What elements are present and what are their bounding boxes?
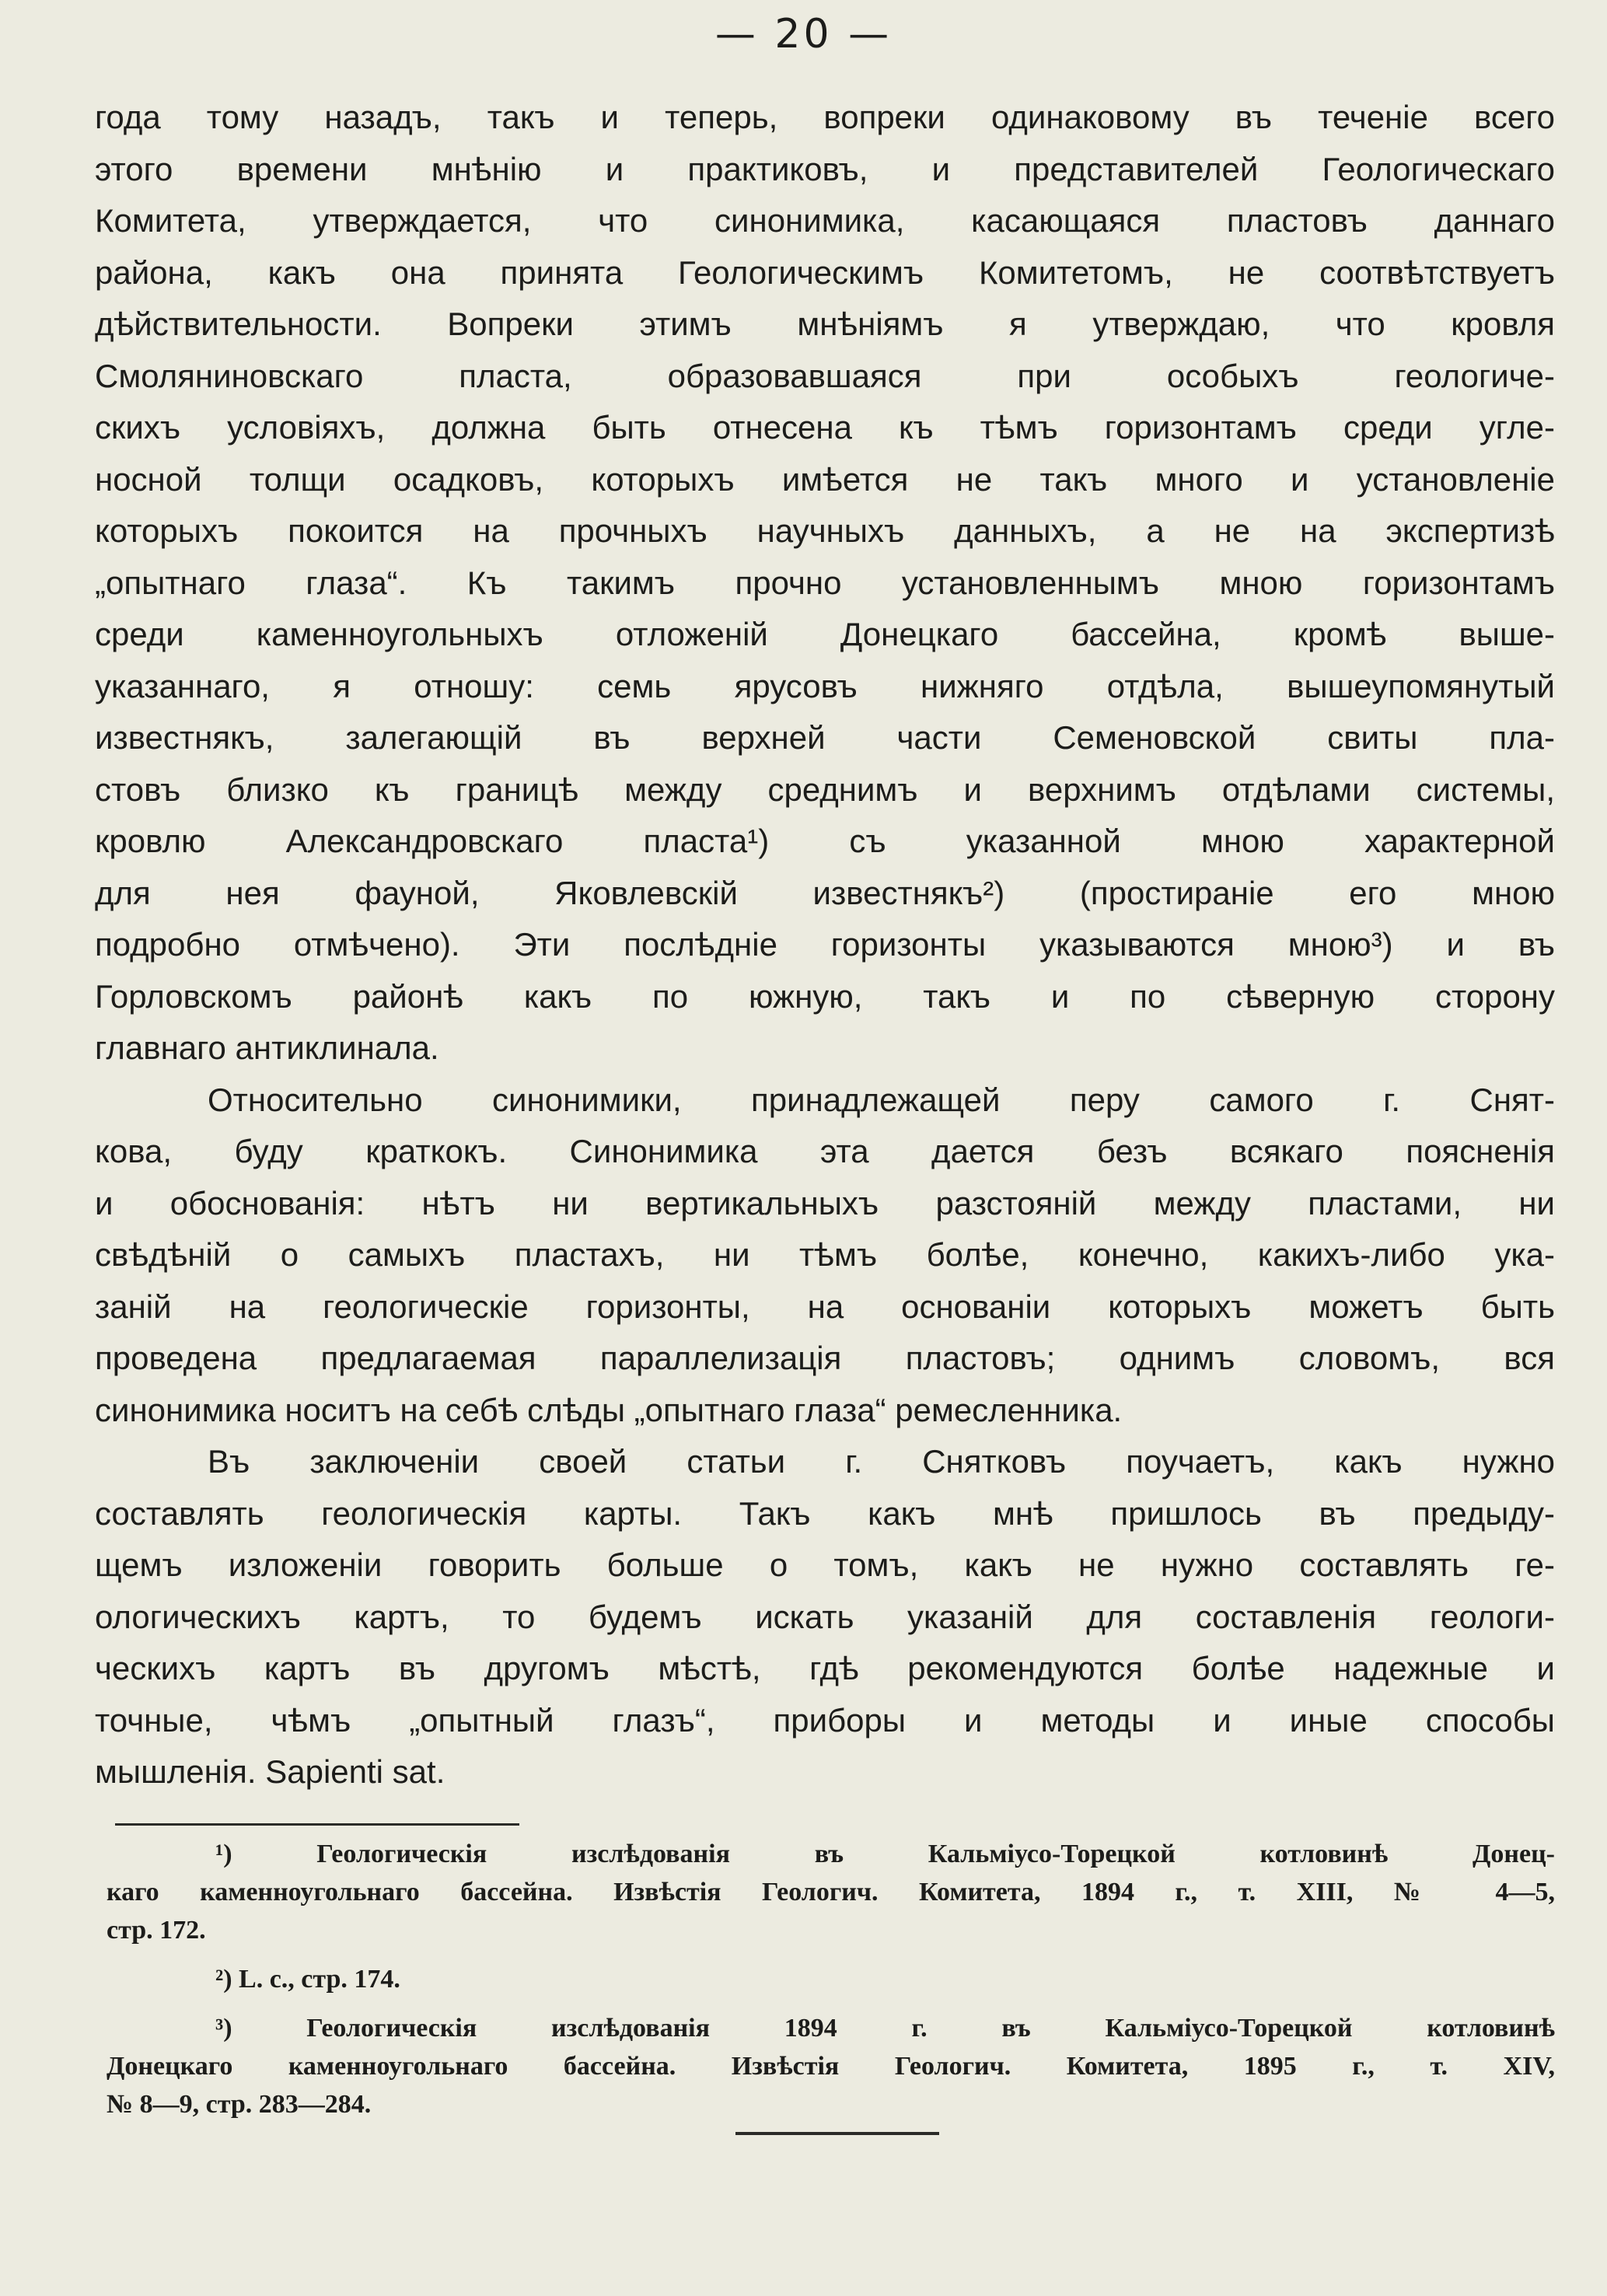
footnote-line: ¹) Геологическія изслѣдованія въ Кальміусо-Торецкой котловинѣ Донец- [215, 1840, 1555, 1868]
text-line: заній на геологическіе горизонты, на основаніи которыхъ можетъ быть [95, 1288, 1555, 1325]
text-line: носной толщи осадковъ, которыхъ имѣется не такъ много и установленіе [95, 460, 1555, 498]
text-line: кровлю Александровскаго пласта¹) съ указанной мною характерной [95, 823, 1555, 859]
text-line: стовъ близко къ границѣ между среднимъ и верхнимъ отдѣлами системы, [95, 771, 1555, 808]
text-line: проведена предлагаемая параллелизація пластовъ; однимъ словомъ, вся [95, 1340, 1555, 1376]
footnote-line: Донецкаго каменноугольнаго бассейна. Извѣстія Геологич. Комитета, 1895 г., т. XIV, [107, 2052, 1555, 2081]
text-line: главнаго антиклинала. [95, 1029, 439, 1066]
footnote-separator [115, 1823, 519, 1826]
text-line: „опытнаго глаза“. Къ такимъ прочно установленнымъ мною горизонтамъ [95, 564, 1555, 601]
body-text [95, 92, 1555, 1798]
text-line: свѣдѣній о самыхъ пластахъ, ни тѣмъ болѣе, конечно, какихъ-либо ука- [95, 1236, 1555, 1273]
text-line: дѣйствительности. Вопреки этимъ мнѣніямъ я утверждаю, что кровля [95, 306, 1555, 342]
text-line: Въ заключеніи своей статьи г. Снятковъ поучаетъ, какъ нужно [208, 1443, 1555, 1480]
footnote-line: № 8—9, стр. 283—284. [107, 2090, 372, 2119]
text-line: Комитета, утверждается, что синонимика, касающаяся пластовъ даннаго [95, 202, 1555, 239]
text-line: для нея фауной, Яковлевскій известнякъ²) (простираніе его мною [95, 874, 1555, 911]
text-line: кова, буду краткокъ. Синонимика эта дается безъ всякаго поясненія [95, 1133, 1555, 1169]
text-line: Горловскомъ районѣ какъ по южную, такъ и по сѣверную сторону [95, 977, 1555, 1015]
text-line: Смоляниновскаго пласта, образовавшаяся при особыхъ геологиче- [95, 357, 1555, 394]
text-line: ологическихъ картъ, то будемъ искать указаній для составленія геологи- [95, 1598, 1555, 1635]
text-line: составлять геологическія карты. Такъ какъ мнѣ пришлось въ предыду- [95, 1494, 1555, 1532]
footnote-line: каго каменноугольнаго бассейна. Извѣстія Геологич. Комитета, 1894 г., т. XIII, № 4—5, [107, 1878, 1555, 1906]
text-line: щемъ изложеніи говорить больше о томъ, какъ не нужно составлять ге- [95, 1546, 1555, 1583]
text-line: района, какъ она принята Геологическимъ Комитетомъ, не соотвѣтствуетъ [95, 253, 1555, 291]
text-line: Относительно синонимики, принадлежащей перу самого г. Снят- [208, 1081, 1555, 1118]
text-line: скихъ условіяхъ, должна быть отнесена къ тѣмъ горизонтамъ среди угле- [95, 409, 1555, 446]
text-line: подробно отмѣчено). Эти послѣдніе горизонты указываются мною³) и въ [95, 926, 1555, 963]
text-line: года тому назадъ, такъ и теперь, вопреки одинаковому въ теченіе всего [95, 99, 1555, 135]
text-line: указаннаго, я отношу: семь ярусовъ нижняго отдѣла, вышеупомянутый [95, 667, 1555, 704]
text-line: известнякъ, залегающій въ верхней части Семеновской свиты пла- [95, 719, 1555, 756]
text-line: и обоснованія: нѣтъ ни вертикальныхъ разстояній между пластами, ни [95, 1184, 1555, 1221]
text-line: ческихъ картъ въ другомъ мѣстѣ, гдѣ рекомендуются болѣе надежные и [95, 1650, 1555, 1686]
footnote-line: стр. 172. [107, 1916, 206, 1945]
text-line: мышленія. Sapienti sat. [95, 1753, 445, 1790]
page-number: — 20 — [714, 11, 893, 58]
text-line: этого времени мнѣнію и практиковъ, и представителей Геологическаго [95, 150, 1555, 187]
text-line: которыхъ покоится на прочныхъ научныхъ данныхъ, а не на экспертизѣ [95, 512, 1555, 549]
footnotes [107, 1835, 1555, 2123]
footnote-line: ²) L. c., стр. 174. [215, 1965, 400, 1994]
text-line: синонимика носитъ на себѣ слѣды „опытнаго глаза“ ремесленника. [95, 1391, 1123, 1428]
end-rule [735, 2132, 939, 2135]
text-line: точные, чѣмъ „опытный глазъ“, приборы и методы и иные способы [95, 1701, 1555, 1739]
footnote-line: ³) Геологическія изслѣдованія 1894 г. въ Кальміусо-Торецкой котловинѣ [215, 2014, 1555, 2043]
text-line: среди каменноугольныхъ отложеній Донецкаго бассейна, кромѣ выше- [95, 616, 1555, 652]
